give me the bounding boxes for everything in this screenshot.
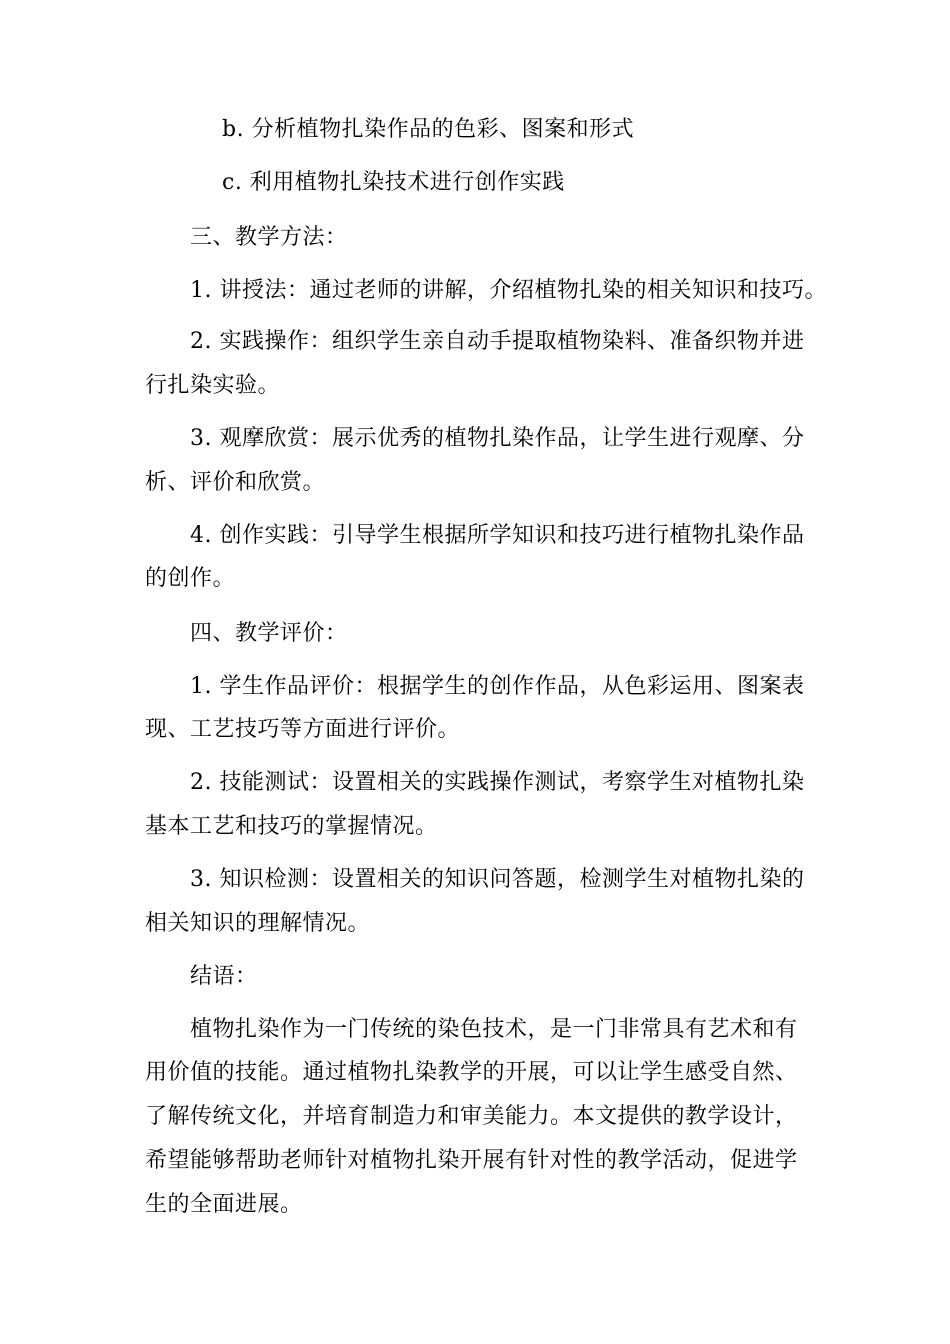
- section-heading-methods: 三、教学方法：: [190, 225, 348, 250]
- method-item-2-cont: 行扎染实验。: [145, 373, 281, 398]
- conclusion-line-3: 了解传统文化，并培育制造力和审美能力。本文提供的教学设计，: [145, 1104, 798, 1129]
- method-item-4: 4. 创作实践：引导学生根据所学知识和技巧进行植物扎染作品: [190, 523, 805, 548]
- method-item-3: 3. 观摩欣赏：展示优秀的植物扎染作品，让学生进行观摩、分: [190, 426, 805, 451]
- section-heading-evaluation: 四、教学评价：: [190, 621, 348, 646]
- evaluation-item-3-cont: 相关知识的理解情况。: [145, 911, 371, 936]
- method-item-1: 1. 讲授法：通过老师的讲解，介绍植物扎染的相关知识和技巧。: [190, 278, 827, 303]
- conclusion-line-4: 希望能够帮助老师针对植物扎染开展有针对性的教学活动，促进学: [145, 1148, 798, 1173]
- evaluation-item-1-cont: 现、工艺技巧等方面进行评价。: [145, 717, 461, 742]
- evaluation-item-1: 1. 学生作品评价：根据学生的创作作品，从色彩运用、图案表: [190, 674, 805, 699]
- list-item-b: b. 分析植物扎染作品的色彩、图案和形式: [222, 117, 635, 142]
- list-item-c: c. 利用植物扎染技术进行创作实践: [222, 170, 565, 195]
- section-heading-conclusion: 结语：: [190, 964, 258, 989]
- method-item-4-cont: 的创作。: [145, 566, 236, 591]
- conclusion-line-5: 生的全面进展。: [145, 1192, 303, 1217]
- method-item-3-cont: 析、评价和欣赏。: [145, 470, 326, 495]
- evaluation-item-2: 2. 技能测试：设置相关的实践操作测试，考察学生对植物扎染: [190, 770, 805, 795]
- conclusion-line-1: 植物扎染作为一门传统的染色技术，是一门非常具有艺术和有: [190, 1017, 798, 1042]
- evaluation-item-3: 3. 知识检测：设置相关的知识问答题，检测学生对植物扎染的: [190, 867, 805, 892]
- evaluation-item-2-cont: 基本工艺和技巧的掌握情况。: [145, 814, 438, 839]
- conclusion-line-2: 用价值的技能。通过植物扎染教学的开展，可以让学生感受自然、: [145, 1060, 798, 1085]
- method-item-2: 2. 实践操作：组织学生亲自动手提取植物染料、准备织物并进: [190, 329, 805, 354]
